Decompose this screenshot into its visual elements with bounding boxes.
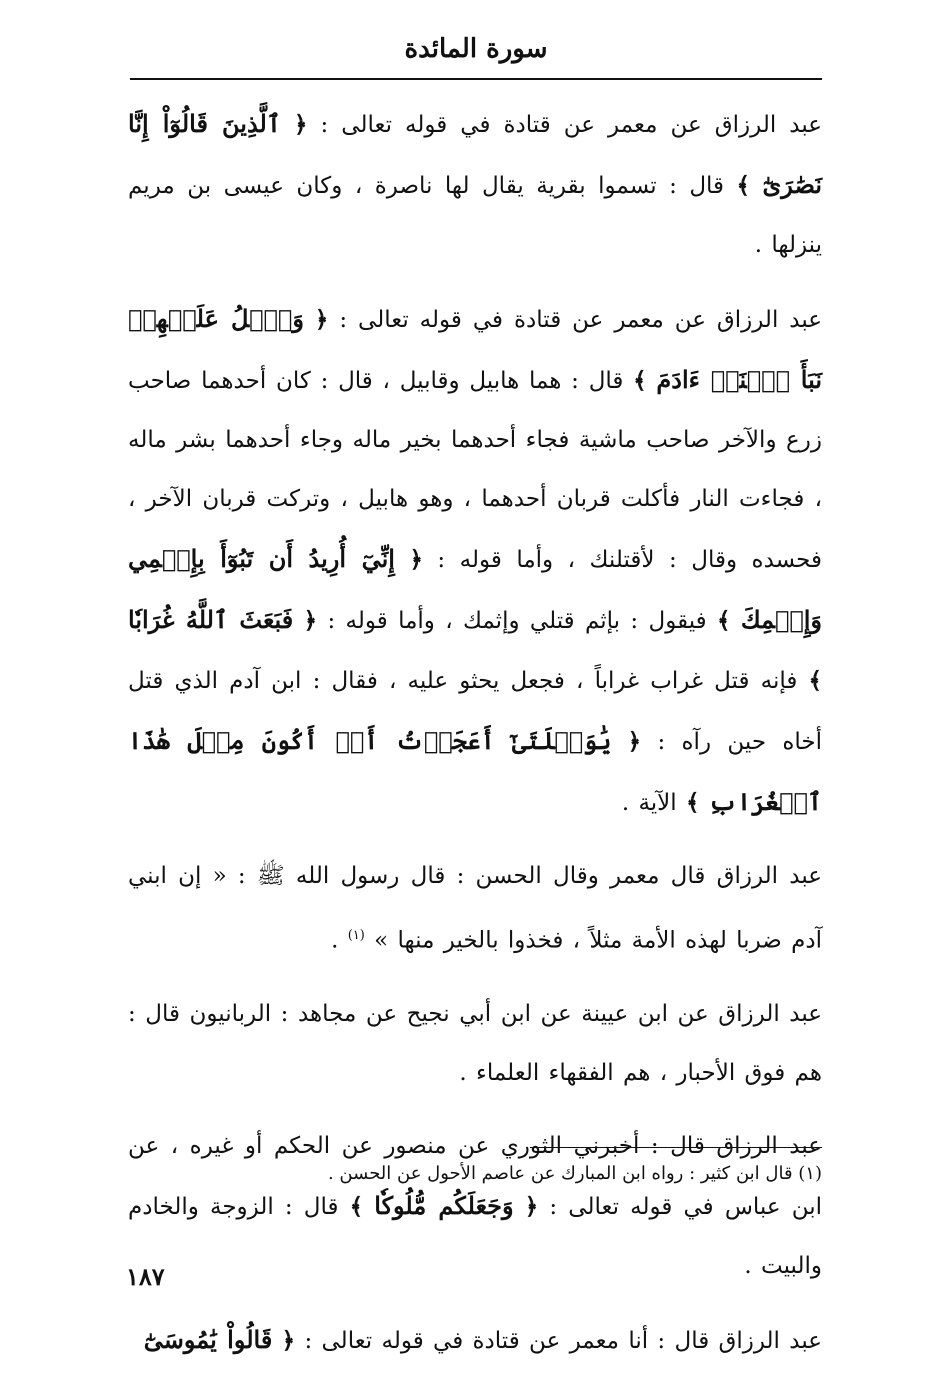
paragraph-intro: عبد الرزاق عن ابن عيينة عن ابن أبي نجيح عن مجاهد : الربانيون قال : هم فوق الأحبار ، هم الفقهاء العلماء . [128, 1000, 822, 1086]
open-quran-bracket: ﴿ [524, 1192, 539, 1220]
open-quran-bracket: ﴿ [409, 546, 423, 573]
paragraph-5 [128, 1117, 822, 1296]
paragraph-intro: عبد الرزاق عن معمر عن قتادة في قوله تعالى : [320, 112, 822, 138]
close-quran-bracket: ﴾ [633, 367, 647, 394]
quran-quote: يَٰوَيۡلَتَىٰٓ أَعَجَزۡتُ أَنۡ أَكُونَ مِثۡلَ هَٰذَا ٱلۡغُرَابِ [128, 726, 822, 816]
quran-quote: فَبَعَثَ ٱللَّهُ غُرَابٗا [128, 605, 294, 634]
paragraph-commentary: الآية . [621, 790, 677, 816]
paragraph-commentary: . [331, 927, 339, 954]
paragraph-4 [128, 985, 822, 1103]
running-header-surah-title: سورة المائدة [404, 34, 548, 64]
close-quran-bracket: ﴾ [736, 172, 750, 199]
footnote-divider [530, 1147, 822, 1148]
paragraph-1 [128, 94, 822, 275]
paragraph-commentary: قال : هما هابيل وقابيل ، قال : كان أحدهما صاحب زرع والآخر صاحب ماشية فجاء أحدهما بخير ماله وجاء أحدهما بشر ماله ، فجاءت النار فأكلت قربان أحدهما ، وهو هابيل ، وتركت قربان الآخر ، فحسده وقال : لأقتلنك ، وأما قوله : [128, 368, 823, 573]
quran-quote: قَالُواْ يَٰمُوسَىٰٓ [143, 1324, 273, 1354]
paragraph-3 [128, 847, 822, 971]
page-number: ١٨٧ [126, 1262, 165, 1291]
close-quran-bracket: ﴾ [349, 1192, 364, 1220]
quran-quote: وَٱتۡلُ عَلَيۡهِمۡ نَبَأَ ٱبۡنَيۡ ءَادَمَ [128, 304, 823, 394]
paragraph-commentary: فإنه قتل غراب غراباً ، فجعل يحثو عليه ، فقال : ابن آدم الذي قتل أخاه حين رآه : [128, 668, 823, 755]
open-quran-bracket: ﴿ [303, 607, 318, 634]
quran-quote: وَجَعَلَكُم مُّلُوكٗا [374, 1190, 514, 1220]
footnote: (١) قال ابن كثير : رواه ابن المبارك عن عاصم الأحول عن الحسن . [327, 1163, 822, 1184]
open-quran-bracket: ﴿ [281, 1326, 296, 1354]
close-quran-bracket: ﴾ [686, 789, 700, 816]
close-quran-bracket: ﴾ [717, 607, 731, 634]
open-quran-bracket: ﴿ [293, 111, 308, 138]
paragraph-intro: عبد الرزاق قال : أخبرني الثوري عن منصور عن الحكم أو غيره ، عن ابن عباس في قوله تعالى : [128, 1132, 823, 1220]
main-text [128, 94, 822, 1385]
paragraph-intro: عبد الرزاق قال : أنا معمر عن قتادة في قوله تعالى : [304, 1327, 822, 1354]
paragraph-intro: عبد الرزاق قال معمر وقال الحسن : قال رسول الله ﷺ : « إن ابني آدم ضربا لهذه الأمة مثلاً ، فخذوا بالخير منها » [128, 863, 822, 954]
quran-quote: إِنِّيٓ أُرِيدُ أَن تَبُوٓأَ بِإِثۡمِي وَإِثۡمِكَ [128, 544, 823, 634]
open-quran-bracket: ﴿ [314, 306, 329, 333]
close-quran-bracket: ﴾ [808, 667, 823, 694]
open-quran-bracket: ﴿ [627, 728, 642, 755]
footnote-marker: (١) [347, 928, 365, 943]
paragraph-6 [128, 1310, 822, 1371]
quran-quote: ٱلَّذِينَ قَالُوٓاْ إِنَّا نَصَٰرَىٰٓ [128, 109, 823, 199]
header-divider [130, 78, 822, 80]
paragraph-2 [128, 289, 822, 833]
paragraph-intro: عبد الرزاق عن معمر عن قتادة في قوله تعالى : [339, 307, 823, 333]
paragraph-commentary: قال : تسموا بقرية يقال لها ناصرة ، وكان عيسى بن مريم ينزلها . [128, 173, 822, 258]
paragraph-commentary: قال : الزوجة والخادم والبيت . [128, 1193, 822, 1279]
paragraph-commentary: فيقول : بإثم قتلي وإثمك ، وأما قوله : [327, 608, 707, 634]
